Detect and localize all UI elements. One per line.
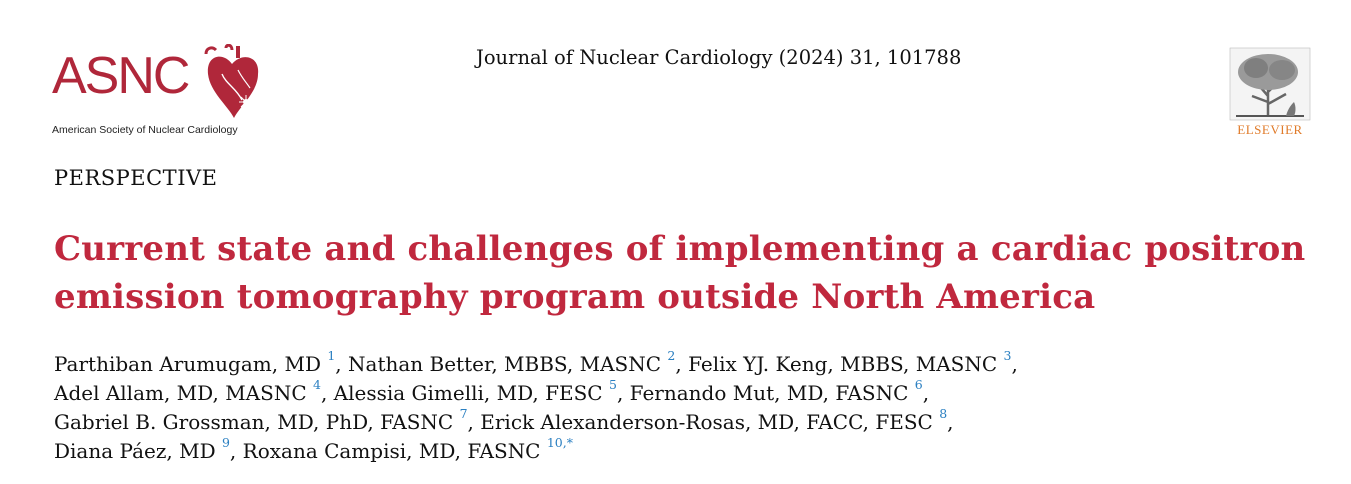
author-entry bbox=[629, 377, 923, 405]
author-entry bbox=[348, 348, 676, 376]
author-name: Adel Allam, MD, MASNC bbox=[54, 381, 307, 405]
affiliation-link[interactable]: 9 bbox=[221, 435, 230, 450]
journal-citation: Journal of Nuclear Cardiology (2024) 31, 101788 bbox=[476, 46, 962, 69]
article-title: Current state and challenges of implementing a cardiac positron emission tomography program outside North America bbox=[54, 229, 1306, 318]
author-name: Parthiban Arumugam, MD bbox=[54, 352, 321, 376]
affiliation-link[interactable]: 5 bbox=[608, 377, 617, 392]
author-name: Felix YJ. Keng, MBBS, MASNC bbox=[688, 352, 998, 376]
affiliation-link[interactable]: 7 bbox=[459, 406, 468, 421]
author-name: Diana Páez, MD bbox=[54, 439, 216, 463]
author-entry bbox=[688, 348, 1012, 376]
author-entry bbox=[333, 377, 617, 405]
heart-icon bbox=[202, 44, 262, 122]
author-entry bbox=[480, 406, 948, 434]
asnc-logo bbox=[52, 44, 312, 144]
author-name: Fernando Mut, MD, FASNC bbox=[629, 381, 909, 405]
author-entry bbox=[54, 377, 321, 405]
author-entry bbox=[54, 348, 336, 376]
author-name: Roxana Campisi, MD, FASNC bbox=[242, 439, 541, 463]
affiliation-link[interactable]: 3 bbox=[1003, 348, 1012, 363]
affiliation-link[interactable]: 8 bbox=[939, 406, 948, 421]
author-list: Parthiban Arumugam, MD $^1$, Nathan Better, MBBS, MASNC $^2$, Felix YJ. Keng, MBBS, MASNC $^3$, Adel Allam, MD, MASNC $^4$, Alessia Gimelli, MD, FESC $^5$, Fernando Mut, MD, FASNC $^6$, Gabriel B. Grossman, MD, PhD, FASNC $^7$, Erick Alexanderson-Rosas, MD, FACC, FESC $^8$, Diana Páez, MD $^9$, Roxana Campisi, MD, FASNC $^{10,*}$ bbox=[54, 348, 1018, 463]
affiliation-link[interactable]: 1 bbox=[327, 348, 336, 363]
section-label: PERSPECTIVE bbox=[54, 166, 218, 190]
author-entry bbox=[54, 406, 468, 434]
asnc-wordmark: ASNC bbox=[52, 47, 189, 105]
affiliation-link[interactable]: 4 bbox=[312, 377, 321, 392]
author-name: Alessia Gimelli, MD, FESC bbox=[333, 381, 603, 405]
elsevier-wordmark: ELSEVIER bbox=[1237, 122, 1303, 137]
author-entry bbox=[242, 435, 573, 463]
author-name: Nathan Better, MBBS, MASNC bbox=[348, 352, 662, 376]
author-name: Gabriel B. Grossman, MD, PhD, FASNC bbox=[54, 410, 454, 434]
elsevier-tree-icon bbox=[1228, 46, 1312, 122]
author-entry bbox=[54, 435, 230, 463]
affiliation-link[interactable]: 2 bbox=[667, 348, 676, 363]
asnc-subtitle: American Society of Nuclear Cardiology bbox=[52, 124, 238, 136]
elsevier-logo bbox=[1228, 46, 1312, 140]
affiliation-link[interactable]: 10,* bbox=[546, 435, 573, 450]
author-name: Erick Alexanderson-Rosas, MD, FACC, FESC bbox=[480, 410, 933, 434]
affiliation-link[interactable]: 6 bbox=[914, 377, 923, 392]
